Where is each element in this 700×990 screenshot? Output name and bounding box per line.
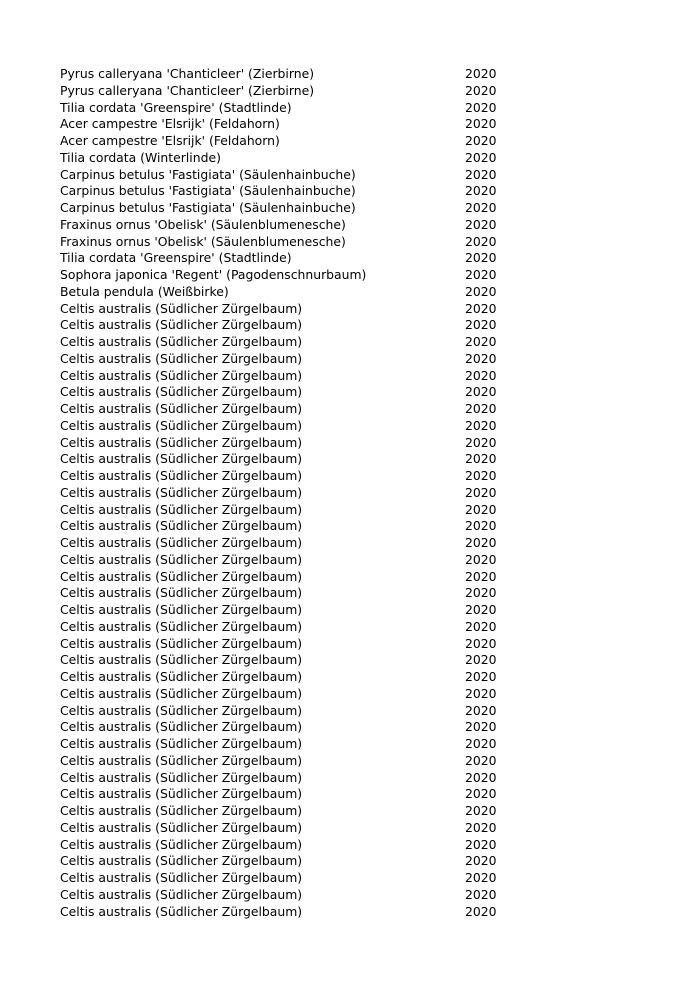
list-item <box>60 585 500 602</box>
tree-species-name: Pyrus calleryana 'Chanticleer' (Zierbirne) <box>60 66 315 81</box>
planting-year: 2020 <box>465 350 497 366</box>
planting-year: 2020 <box>465 551 497 567</box>
list-item <box>60 502 500 519</box>
planting-year: 2020 <box>465 870 497 885</box>
tree-species-name: Celtis australis (Südlicher Zürgelbaum) <box>60 652 303 668</box>
tree-species-name: Tilia cordata 'Greenspire' (Stadtlinde) <box>60 250 292 266</box>
planting-year: 2020 <box>465 484 497 500</box>
tree-list <box>60 66 500 920</box>
planting-year: 2020 <box>465 652 497 668</box>
tree-species-name: Pyrus calleryana 'Chanticleer' (Zierbirne) <box>60 82 315 98</box>
planting-year: 2020 <box>465 585 497 601</box>
tree-species-name: Acer campestre 'Elsrijk' (Feldahorn) <box>60 116 280 132</box>
planting-year: 2020 <box>465 367 497 383</box>
tree-species-name: Celtis australis (Südlicher Zürgelbaum) <box>60 434 303 450</box>
planting-year: 2020 <box>465 334 497 349</box>
tree-species-name: Celtis australis (Südlicher Zürgelbaum) <box>60 484 303 500</box>
tree-species-name: Fraxinus ornus 'Obelisk' (Säulenblumenesche) <box>60 216 346 232</box>
list-item <box>60 100 500 117</box>
list-item <box>60 435 500 452</box>
planting-year: 2020 <box>465 685 497 701</box>
tree-species-name: Sophora japonica 'Regent' (Pagodenschnurbaum) <box>60 267 367 282</box>
list-item <box>60 234 500 251</box>
tree-species-name: Carpinus betulus 'Fastigiata' (Säulenhainbuche) <box>60 166 356 182</box>
list-item <box>60 133 500 150</box>
list-item <box>60 552 500 569</box>
list-item <box>60 116 500 133</box>
list-item <box>60 368 500 385</box>
planting-year: 2020 <box>465 200 497 215</box>
planting-year: 2020 <box>465 317 497 333</box>
list-item <box>60 418 500 435</box>
tree-species-name: Celtis australis (Südlicher Zürgelbaum) <box>60 384 303 400</box>
list-item <box>60 217 500 234</box>
tree-species-name: Celtis australis (Südlicher Zürgelbaum) <box>60 317 303 333</box>
tree-species-name: Celtis australis (Südlicher Zürgelbaum) <box>60 451 303 467</box>
list-item <box>60 317 500 334</box>
list-item <box>60 837 500 854</box>
planting-year: 2020 <box>465 250 497 266</box>
planting-year: 2020 <box>465 501 497 517</box>
tree-species-name: Celtis australis (Südlicher Zürgelbaum) <box>60 719 303 735</box>
tree-species-name: Celtis australis (Südlicher Zürgelbaum) <box>60 819 303 835</box>
planting-year: 2020 <box>465 99 497 115</box>
planting-year: 2020 <box>465 568 497 584</box>
list-item <box>60 820 500 837</box>
planting-year: 2020 <box>465 518 497 534</box>
planting-year: 2020 <box>465 166 497 182</box>
list-item <box>60 468 500 485</box>
tree-species-name: Celtis australis (Südlicher Zürgelbaum) <box>60 551 303 567</box>
tree-species-name: Celtis australis (Südlicher Zürgelbaum) <box>60 468 303 483</box>
planting-year: 2020 <box>465 384 497 400</box>
planting-year: 2020 <box>465 803 497 818</box>
planting-year: 2020 <box>465 300 497 316</box>
planting-year: 2020 <box>465 836 497 852</box>
planting-year: 2020 <box>465 451 497 467</box>
tree-species-name: Celtis australis (Südlicher Zürgelbaum) <box>60 903 303 919</box>
list-item <box>60 535 500 552</box>
planting-year: 2020 <box>465 769 497 785</box>
planting-year: 2020 <box>465 216 497 232</box>
list-item <box>60 619 500 636</box>
list-item <box>60 652 500 669</box>
tree-species-name: Celtis australis (Südlicher Zürgelbaum) <box>60 401 303 416</box>
planting-year: 2020 <box>465 434 497 450</box>
list-item <box>60 636 500 653</box>
tree-species-name: Celtis australis (Südlicher Zürgelbaum) <box>60 635 303 651</box>
list-item <box>60 451 500 468</box>
list-item <box>60 250 500 267</box>
tree-species-name: Celtis australis (Südlicher Zürgelbaum) <box>60 886 303 902</box>
tree-species-name: Tilia cordata 'Greenspire' (Stadtlinde) <box>60 99 292 115</box>
list-item <box>60 284 500 301</box>
list-item <box>60 401 500 418</box>
planting-year: 2020 <box>465 233 497 249</box>
tree-species-name: Betula pendula (Weißbirke) <box>60 283 229 299</box>
planting-year: 2020 <box>465 116 497 132</box>
planting-year: 2020 <box>465 853 497 869</box>
list-item <box>60 904 500 921</box>
tree-species-name: Celtis australis (Südlicher Zürgelbaum) <box>60 752 303 768</box>
list-item <box>60 602 500 619</box>
planting-year: 2020 <box>465 635 497 651</box>
list-item <box>60 83 500 100</box>
list-item <box>60 66 500 83</box>
planting-year: 2020 <box>465 786 497 802</box>
tree-species-name: Celtis australis (Südlicher Zürgelbaum) <box>60 669 303 684</box>
planting-year: 2020 <box>465 669 497 684</box>
list-item <box>60 669 500 686</box>
planting-year: 2020 <box>465 602 497 617</box>
list-item <box>60 167 500 184</box>
tree-species-name: Fraxinus ornus 'Obelisk' (Säulenblumenesche) <box>60 233 346 249</box>
list-item <box>60 887 500 904</box>
tree-species-name: Carpinus betulus 'Fastigiata' (Säulenhainbuche) <box>60 200 356 215</box>
tree-species-name: Celtis australis (Südlicher Zürgelbaum) <box>60 568 303 584</box>
planting-year: 2020 <box>465 401 497 416</box>
planting-year: 2020 <box>465 819 497 835</box>
tree-species-name: Celtis australis (Südlicher Zürgelbaum) <box>60 853 303 869</box>
list-item <box>60 518 500 535</box>
planting-year: 2020 <box>465 618 497 634</box>
list-item <box>60 200 500 217</box>
tree-species-name: Celtis australis (Südlicher Zürgelbaum) <box>60 769 303 785</box>
list-item <box>60 719 500 736</box>
list-item <box>60 686 500 703</box>
list-item <box>60 485 500 502</box>
planting-year: 2020 <box>465 752 497 768</box>
list-item <box>60 753 500 770</box>
tree-species-name: Celtis australis (Südlicher Zürgelbaum) <box>60 501 303 517</box>
planting-year: 2020 <box>465 886 497 902</box>
tree-species-name: Celtis australis (Südlicher Zürgelbaum) <box>60 535 303 550</box>
planting-year: 2020 <box>465 903 497 919</box>
list-item <box>60 150 500 167</box>
planting-year: 2020 <box>465 267 497 282</box>
list-item <box>60 786 500 803</box>
list-item <box>60 569 500 586</box>
planting-year: 2020 <box>465 535 497 550</box>
tree-species-name: Celtis australis (Südlicher Zürgelbaum) <box>60 334 303 349</box>
planting-year: 2020 <box>465 468 497 483</box>
list-item <box>60 183 500 200</box>
planting-year: 2020 <box>465 133 497 148</box>
tree-species-name: Celtis australis (Südlicher Zürgelbaum) <box>60 417 303 433</box>
tree-species-name: Celtis australis (Südlicher Zürgelbaum) <box>60 702 303 718</box>
planting-year: 2020 <box>465 183 497 199</box>
list-item <box>60 351 500 368</box>
tree-species-name: Celtis australis (Südlicher Zürgelbaum) <box>60 350 303 366</box>
list-item <box>60 334 500 351</box>
planting-year: 2020 <box>465 719 497 735</box>
tree-species-name: Celtis australis (Südlicher Zürgelbaum) <box>60 685 303 701</box>
tree-species-name: Acer campestre 'Elsrijk' (Feldahorn) <box>60 133 280 148</box>
tree-species-name: Celtis australis (Südlicher Zürgelbaum) <box>60 300 303 316</box>
tree-species-name: Celtis australis (Südlicher Zürgelbaum) <box>60 618 303 634</box>
tree-species-name: Celtis australis (Südlicher Zürgelbaum) <box>60 786 303 802</box>
list-item <box>60 803 500 820</box>
planting-year: 2020 <box>465 283 497 299</box>
planting-year: 2020 <box>465 66 497 81</box>
planting-year: 2020 <box>465 82 497 98</box>
tree-species-name: Tilia cordata (Winterlinde) <box>60 149 221 165</box>
tree-species-name: Celtis australis (Südlicher Zürgelbaum) <box>60 585 303 601</box>
list-item <box>60 703 500 720</box>
list-item <box>60 770 500 787</box>
tree-species-name: Celtis australis (Südlicher Zürgelbaum) <box>60 518 303 534</box>
list-item <box>60 736 500 753</box>
tree-species-name: Celtis australis (Südlicher Zürgelbaum) <box>60 367 303 383</box>
tree-species-name: Celtis australis (Südlicher Zürgelbaum) <box>60 836 303 852</box>
planting-year: 2020 <box>465 149 497 165</box>
list-item <box>60 384 500 401</box>
tree-species-name: Celtis australis (Südlicher Zürgelbaum) <box>60 736 303 751</box>
list-item <box>60 267 500 284</box>
planting-year: 2020 <box>465 736 497 751</box>
planting-year: 2020 <box>465 702 497 718</box>
tree-species-name: Celtis australis (Südlicher Zürgelbaum) <box>60 870 303 885</box>
list-item <box>60 301 500 318</box>
tree-species-name: Celtis australis (Südlicher Zürgelbaum) <box>60 602 303 617</box>
planting-year: 2020 <box>465 417 497 433</box>
tree-species-name: Celtis australis (Südlicher Zürgelbaum) <box>60 803 303 818</box>
list-item <box>60 853 500 870</box>
tree-species-name: Carpinus betulus 'Fastigiata' (Säulenhainbuche) <box>60 183 356 199</box>
list-item <box>60 870 500 887</box>
